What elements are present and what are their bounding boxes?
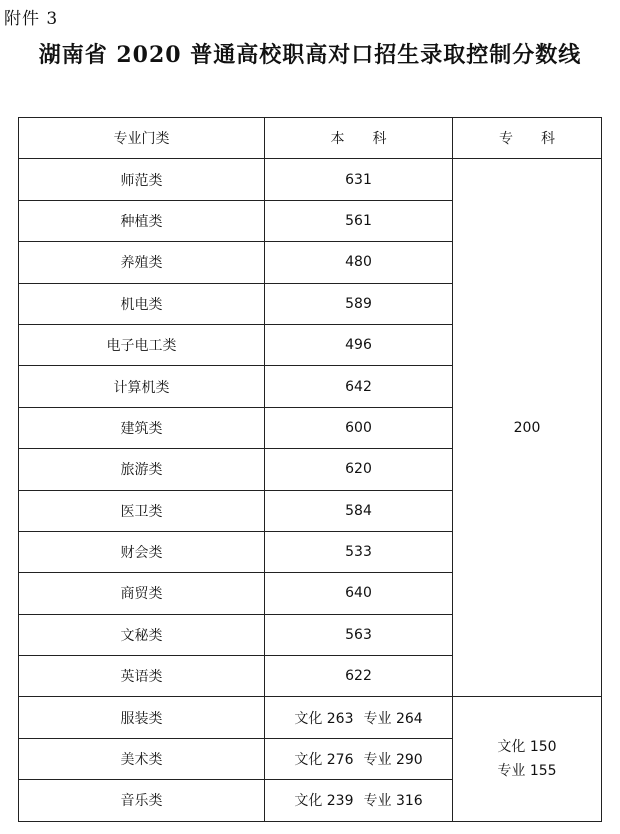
- junior-score-arts-cell: [453, 697, 602, 821]
- undergrad-score-cell: 631: [265, 159, 453, 200]
- category-cell: 美术类: [19, 738, 265, 779]
- major-score: 专业 264: [363, 710, 423, 727]
- junior-major-score: 专业 155: [497, 763, 557, 780]
- category-cell: 医卫类: [19, 490, 265, 531]
- score-table: [18, 117, 602, 822]
- category-cell: 商贸类: [19, 573, 265, 614]
- category-cell: 财会类: [19, 531, 265, 572]
- undergrad-score-cell: 600: [265, 407, 453, 448]
- undergrad-score-cell: 563: [265, 614, 453, 655]
- undergrad-score-cell: 640: [265, 573, 453, 614]
- undergrad-score-cell: [265, 780, 453, 821]
- undergrad-score-cell: 622: [265, 656, 453, 697]
- category-cell: 电子电工类: [19, 324, 265, 365]
- category-cell: 英语类: [19, 656, 265, 697]
- table-row-arts: [19, 697, 602, 738]
- category-cell: 种植类: [19, 200, 265, 241]
- category-cell: 服装类: [19, 697, 265, 738]
- undergrad-score-cell: 584: [265, 490, 453, 531]
- attachment-label: 附件 3: [4, 9, 59, 29]
- category-cell: 建筑类: [19, 407, 265, 448]
- undergrad-score-cell: 642: [265, 366, 453, 407]
- category-cell: 养殖类: [19, 242, 265, 283]
- undergrad-score-cell: [265, 738, 453, 779]
- category-cell: 机电类: [19, 283, 265, 324]
- undergrad-score-cell: 620: [265, 449, 453, 490]
- header-undergrad: 本 科: [265, 118, 453, 159]
- header-junior: 专 科: [453, 118, 602, 159]
- category-cell: 旅游类: [19, 449, 265, 490]
- undergrad-score-cell: 496: [265, 324, 453, 365]
- junior-score-general-cell: 200: [453, 159, 602, 697]
- category-cell: 师范类: [19, 159, 265, 200]
- culture-score: 文化 239: [294, 793, 354, 810]
- major-score: 专业 316: [363, 793, 423, 810]
- header-category: 专业门类: [19, 118, 265, 159]
- junior-culture-score: 文化 150: [497, 739, 557, 756]
- page-title: 湖南省 2020 普通高校职高对口招生录取控制分数线: [38, 42, 582, 68]
- undergrad-score-cell: 561: [265, 200, 453, 241]
- culture-score: 文化 276: [294, 752, 354, 769]
- culture-score: 文化 263: [294, 710, 354, 727]
- undergrad-score-cell: 589: [265, 283, 453, 324]
- category-cell: 文秘类: [19, 614, 265, 655]
- category-cell: 音乐类: [19, 780, 265, 821]
- table-row: [19, 159, 602, 200]
- undergrad-score-cell: 533: [265, 531, 453, 572]
- major-score: 专业 290: [363, 752, 423, 769]
- category-cell: 计算机类: [19, 366, 265, 407]
- undergrad-score-cell: 480: [265, 242, 453, 283]
- header-row: [19, 118, 602, 159]
- undergrad-score-cell: [265, 697, 453, 738]
